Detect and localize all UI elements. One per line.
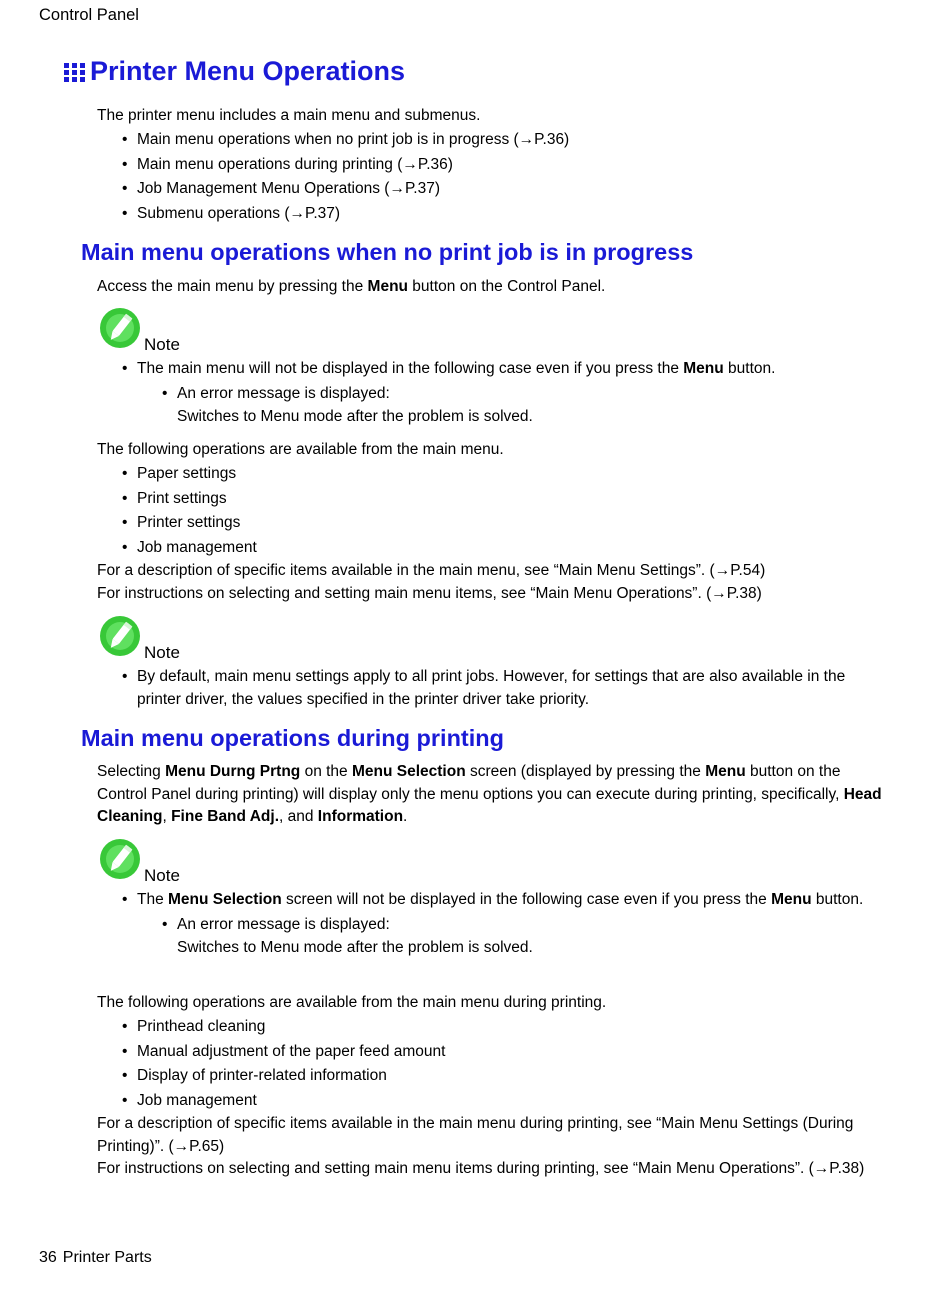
list-item: • By default, main menu settings apply to all print jobs. However, for settings that are also available in the printer driver, the values specified in the printer driver take priority. — [137, 665, 887, 711]
body-text: , — [162, 808, 172, 825]
section1-access — [97, 275, 887, 298]
body-text: button on the Control Panel during printing) will display only the menu options you can execute during printing, specifically, — [97, 763, 844, 803]
note-label: Note — [144, 643, 180, 662]
error-resolution-text: Switches to Menu mode after the problem is solved. — [177, 408, 533, 425]
list-item: • Manual adjustment of the paper feed amount — [137, 1040, 887, 1065]
ops-intro: The following operations are available from the main menu. — [97, 441, 504, 458]
note-label: Note — [144, 866, 180, 885]
section2-paragraph — [97, 761, 887, 829]
access-text-post: button on the Control Panel. — [408, 278, 606, 295]
note-text: The main menu will not be displayed in the following case even if you press the — [137, 360, 684, 377]
list-item: • Paper settings — [137, 462, 887, 487]
list-item — [177, 913, 887, 959]
list-item: • Display of printer-related information — [137, 1064, 887, 1089]
note2-body — [97, 665, 887, 711]
body-text: Selecting — [97, 763, 166, 780]
section2-operations — [97, 991, 887, 1181]
list-item — [137, 888, 887, 959]
menu-button-ref: Menu — [683, 360, 724, 377]
menu-button-ref: Menu — [771, 891, 812, 908]
list-item: • Printhead cleaning — [137, 1015, 887, 1040]
intro-block — [97, 104, 887, 226]
body-text: . — [403, 808, 408, 825]
link-submenu-operations[interactable]: • Submenu operations (→P.37) — [137, 202, 887, 227]
menu-selection-ref: Menu Selection — [351, 763, 466, 780]
information-ref: Information — [317, 808, 404, 825]
body-text: screen (displayed by pressing the — [465, 763, 706, 780]
body-text: on the — [300, 763, 352, 780]
note3-body — [97, 888, 887, 959]
fine-band-adj-ref: Fine Band Adj. — [171, 808, 280, 825]
list-item: • Printer settings — [137, 511, 887, 536]
section1-operations — [97, 438, 887, 605]
menu-selection-ref: Menu Selection — [168, 891, 282, 908]
reference-main-menu-operations[interactable]: For instructions on selecting and setting main menu items, see “Main Menu Operations”. (→P.38) — [97, 584, 762, 602]
note-callout — [99, 615, 180, 662]
list-item — [137, 357, 887, 428]
footer-section: Printer Parts — [62, 1249, 152, 1266]
ops-intro: The following operations are available from the main menu during printing. — [97, 994, 607, 1011]
note-callout — [99, 307, 180, 354]
menu-button-ref: Menu — [705, 763, 746, 780]
note-callout — [99, 838, 180, 885]
link-main-menu-printing[interactable]: • Main menu operations during printing (→P.36) — [137, 153, 887, 178]
intro-text: The printer menu includes a main menu and submenus. — [97, 107, 481, 124]
note-text: The — [137, 891, 169, 908]
page-title — [64, 56, 405, 87]
grid-icon — [64, 63, 86, 83]
link-main-menu-no-job[interactable]: • Main menu operations when no print job is in progress (→P.36) — [137, 128, 887, 153]
menu-button-ref: Menu — [367, 278, 408, 295]
error-resolution-text: Switches to Menu mode after the problem is solved. — [177, 939, 533, 956]
page-footer — [39, 1249, 152, 1267]
list-item — [177, 382, 887, 428]
note1-body — [97, 357, 887, 428]
list-item: • Job management — [137, 536, 887, 561]
note-label: Note — [144, 335, 180, 354]
note-text: button. — [811, 891, 864, 908]
note-text: button. — [723, 360, 776, 377]
pencil-icon — [99, 307, 141, 349]
page-number: 36 — [39, 1249, 57, 1266]
pencil-icon — [99, 838, 141, 880]
error-case-text: An error message is displayed: — [177, 385, 390, 402]
note-text: screen will not be displayed in the following case even if you press the — [281, 891, 772, 908]
list-item: • Print settings — [137, 487, 887, 512]
list-item: • Job management — [137, 1089, 887, 1114]
error-case-text: An error message is displayed: — [177, 916, 390, 933]
page-title-text: Printer Menu Operations — [90, 56, 406, 86]
body-text: , and — [279, 808, 318, 825]
section-heading-during-printing: Main menu operations during printing — [81, 725, 504, 751]
pencil-icon — [99, 615, 141, 657]
reference-main-menu-settings[interactable]: For a description of specific items available in the main menu, see “Main Menu Settings”. (→P.54) — [97, 562, 766, 579]
link-job-management[interactable]: • Job Management Menu Operations (→P.37) — [137, 177, 887, 202]
head-cleaning-ref: Head Cleaning — [97, 785, 882, 825]
menu-durng-prtng-ref: Menu Durng Prtng — [165, 763, 301, 780]
reference-main-menu-operations[interactable]: For instructions on selecting and setting main menu items during printing, see “Main Menu Operations”. (→P.38) — [97, 1160, 865, 1177]
reference-main-menu-settings-printing[interactable]: For a description of specific items available in the main menu during printing, see “Main Menu Settings (During Printing)”. (→P.65) — [97, 1115, 854, 1155]
access-text-pre: Access the main menu by pressing the — [97, 278, 368, 295]
running-header: Control Panel — [39, 6, 139, 24]
section-heading-no-job: Main menu operations when no print job is in progress — [81, 239, 694, 265]
